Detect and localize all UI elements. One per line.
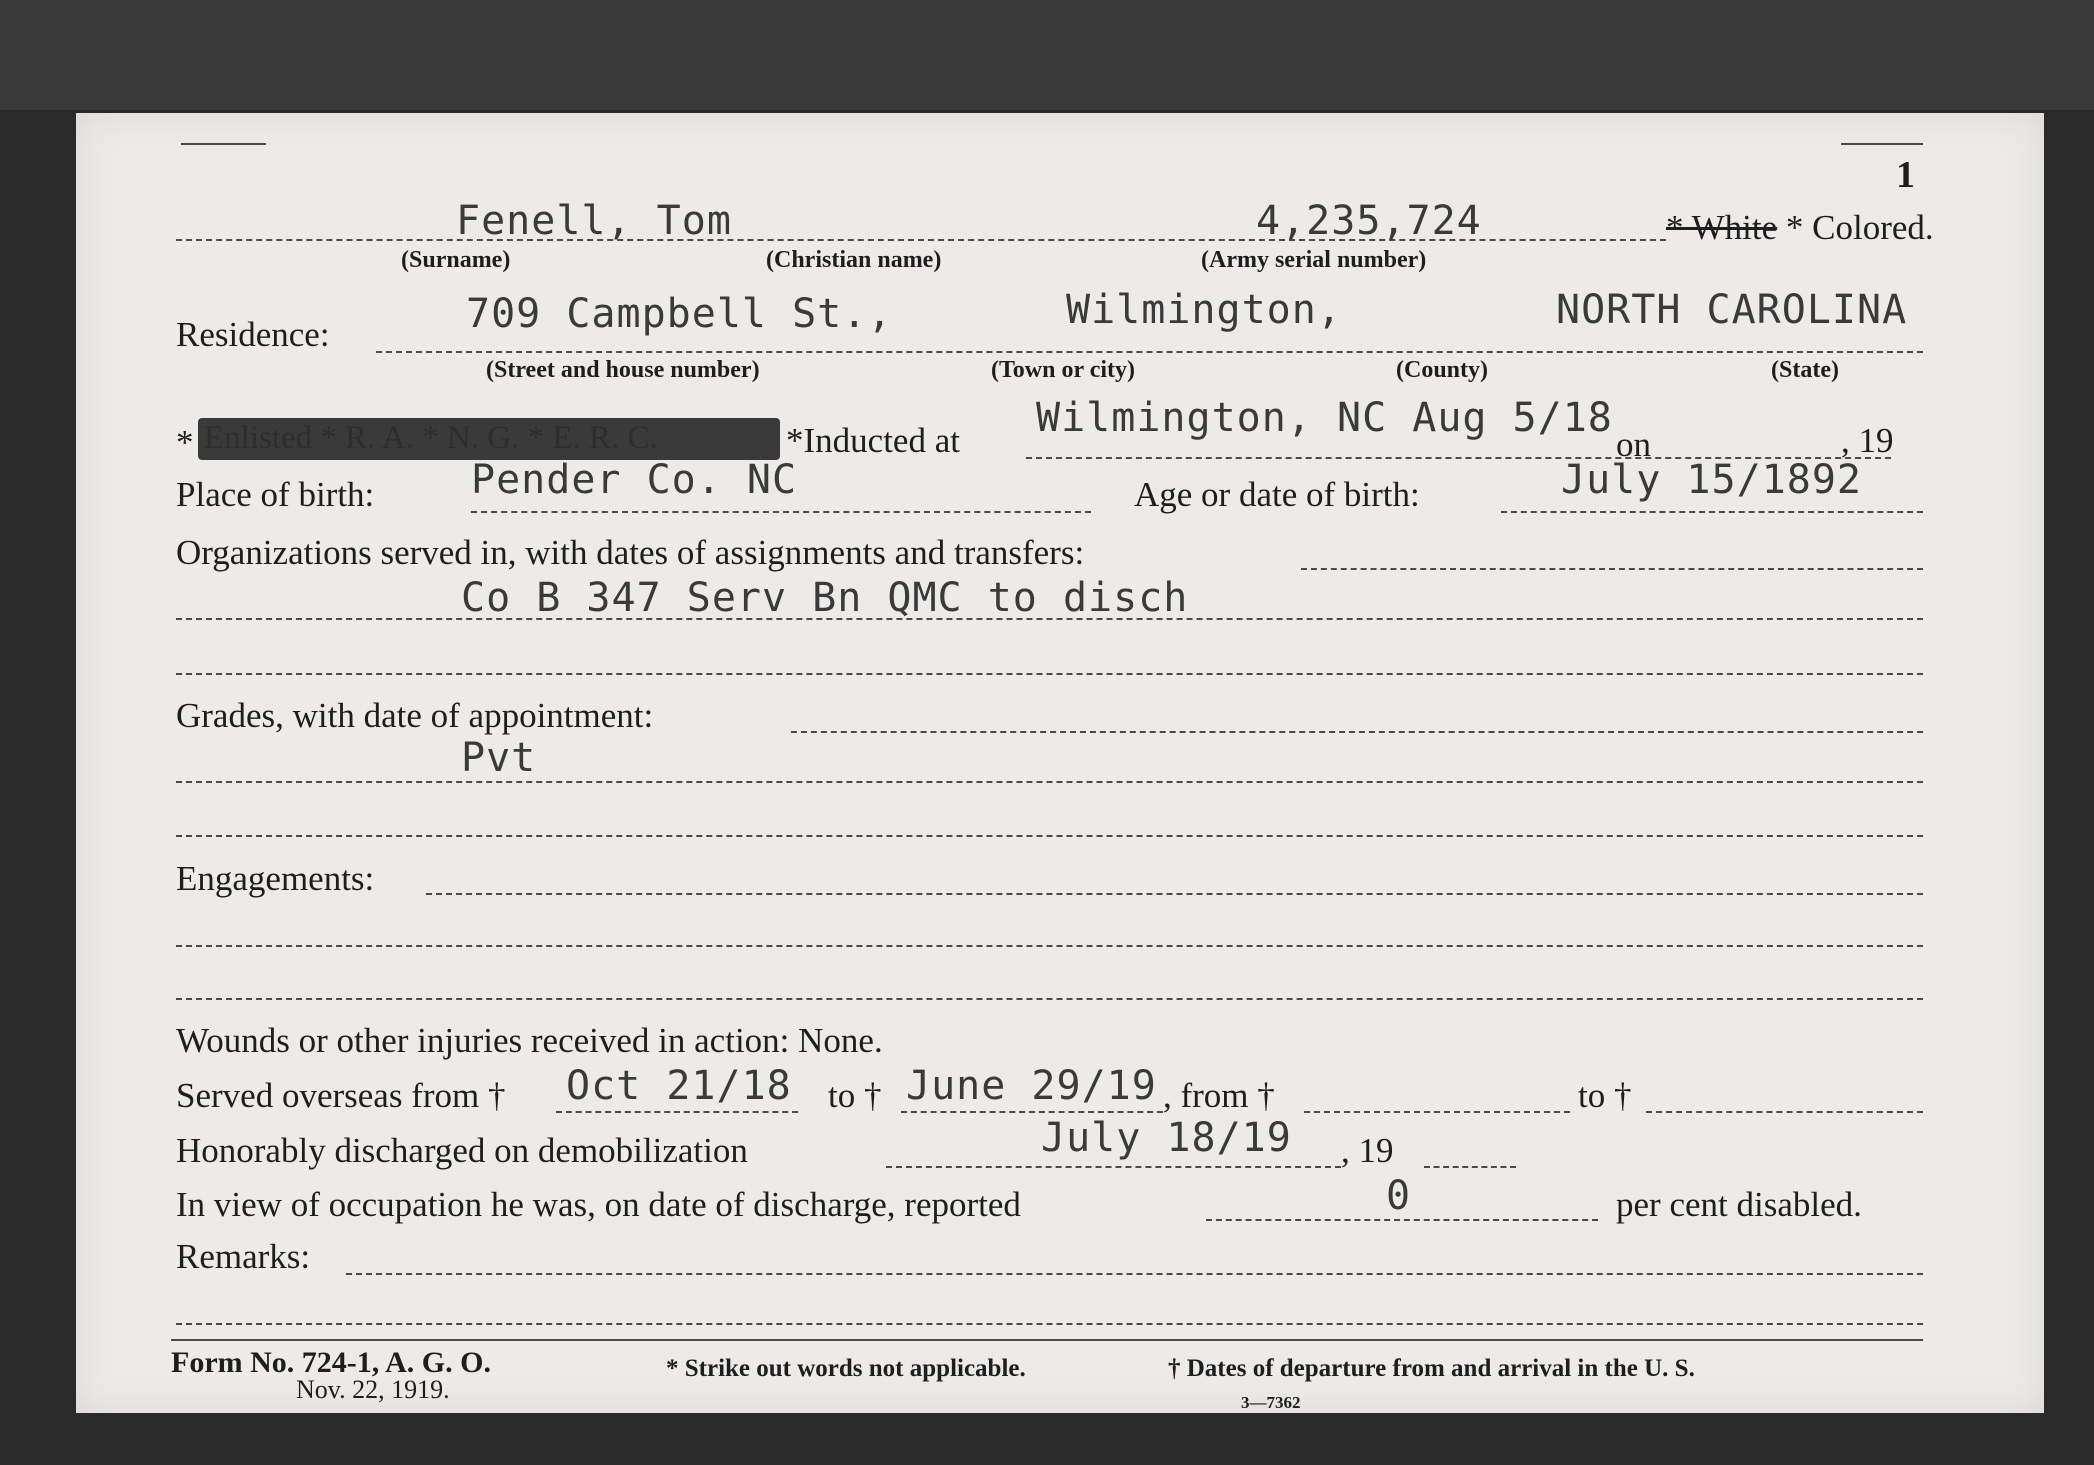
organizations-label: Organizations served in, with dates of assignments and transfers: — [176, 533, 1085, 572]
wounds-label: Wounds or other injuries received in action: None. — [176, 1021, 883, 1060]
service-record-card — [76, 113, 2044, 1413]
form-date: Nov. 22, 1919. — [296, 1375, 450, 1404]
birthdate-value: July 15/1892 — [1561, 457, 1862, 503]
birthplace-label: Place of birth: — [176, 475, 375, 514]
street-caption: (Street and house number) — [486, 357, 760, 383]
white-label: * White — [1666, 208, 1778, 247]
surname-value: Fenell, Tom — [456, 198, 732, 244]
overseas-to1-value: June 29/19 — [906, 1063, 1157, 1109]
overseas-from2-line — [1304, 1111, 1570, 1113]
scan-background — [0, 0, 2094, 110]
birthdate-line — [1501, 511, 1923, 513]
organizations-value: Co B 347 Serv Bn QMC to disch — [461, 575, 1189, 621]
dates-note: † Dates of departure from and arrival in the U. S. — [1168, 1355, 1695, 1382]
state-value: NORTH CAROLINA — [1556, 287, 1908, 333]
overseas-to2-label: to † — [1578, 1076, 1632, 1115]
grades-label: Grades, with date of appointment: — [176, 696, 654, 735]
organizations-line-1 — [1301, 568, 1923, 570]
disability-value: 0 — [1386, 1173, 1412, 1219]
strike-note: * Strike out words not applicable. — [666, 1355, 1026, 1382]
serial-value: 4,235,724 — [1256, 198, 1482, 244]
colored-label: * Colored. — [1785, 208, 1934, 247]
overseas-to1-line — [901, 1111, 1163, 1113]
surname-caption: (Surname) — [401, 247, 511, 273]
discharge-line — [886, 1166, 1341, 1168]
state-caption: (State) — [1771, 357, 1839, 383]
engagements-line-3 — [176, 998, 1923, 1000]
inducted-value: Wilmington, NC Aug 5/18 — [1036, 395, 1613, 441]
birthdate-label: Age or date of birth: — [1134, 475, 1420, 514]
card-number: 1 — [1896, 154, 1915, 196]
disability-label: In view of occupation he was, on date of discharge, reported — [176, 1185, 1021, 1224]
overseas-from2-label: , from † — [1163, 1076, 1275, 1115]
birthplace-value: Pender Co. NC — [471, 457, 798, 503]
organizations-line-3 — [176, 673, 1923, 675]
remarks-line-2 — [176, 1323, 1923, 1325]
residence-label: Residence: — [176, 315, 330, 354]
redacted-enlistment-text: Enlisted * R. A. * N. G. * E. R. C. — [204, 420, 658, 456]
overseas-to2-line — [1646, 1111, 1923, 1113]
footer-rule — [171, 1339, 1923, 1341]
overseas-from-value: Oct 21/18 — [566, 1063, 792, 1109]
print-code: 3—7362 — [1241, 1393, 1301, 1412]
disability-suffix: per cent disabled. — [1616, 1185, 1862, 1224]
overseas-from-line — [556, 1111, 798, 1113]
engagements-label: Engagements: — [176, 859, 375, 898]
discharge-value: July 18/19 — [1041, 1115, 1292, 1161]
discharge-label: Honorably discharged on demobilization — [176, 1131, 748, 1170]
discharge-year-line — [1424, 1166, 1516, 1168]
redacted-enlistment-box — [198, 418, 780, 460]
grades-line-2 — [176, 781, 1923, 783]
corner-rule-right — [1841, 143, 1923, 145]
on-label: on — [1616, 425, 1651, 464]
inducted-label: *Inducted at — [786, 421, 960, 460]
street-value: 709 Campbell St., — [466, 291, 893, 337]
overseas-label: Served overseas from † — [176, 1076, 506, 1115]
disability-line — [1206, 1219, 1598, 1221]
inducted-year-label: , 19 — [1841, 421, 1894, 460]
residence-line — [376, 351, 1923, 353]
race-label — [1666, 208, 1934, 248]
grades-line-3 — [176, 835, 1923, 837]
grades-value: Pvt — [461, 735, 537, 781]
overseas-to1-label: to † — [828, 1076, 882, 1115]
town-value: Wilmington, — [1066, 287, 1342, 333]
corner-rule-left — [181, 143, 266, 145]
form-number: Form No. 724-1, A. G. O. — [171, 1346, 491, 1379]
town-caption: (Town or city) — [991, 357, 1135, 383]
engagements-line-1 — [426, 893, 1923, 895]
remarks-label: Remarks: — [176, 1237, 311, 1276]
grades-line-1 — [791, 731, 1923, 733]
induction-star: * — [176, 423, 194, 462]
discharge-year-label: , 19 — [1341, 1131, 1394, 1170]
birthplace-line — [471, 511, 1091, 513]
serial-caption: (Army serial number) — [1201, 247, 1427, 273]
remarks-line-1 — [346, 1273, 1923, 1275]
county-caption: (County) — [1396, 357, 1489, 383]
engagements-line-2 — [176, 945, 1923, 947]
christian-caption: (Christian name) — [766, 247, 942, 273]
